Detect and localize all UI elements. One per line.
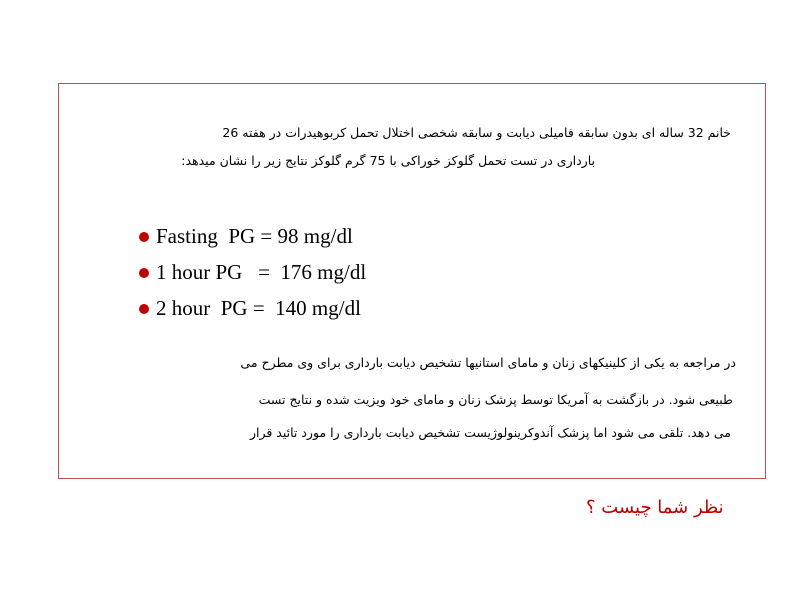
result-2-hour-text: 2 hour PG = 140 mg/dl xyxy=(156,296,361,320)
result-1-hour xyxy=(139,254,366,290)
case-intro-line-1: خانم 32 ساله ای بدون سابقه فامیلی دیابت و سابقه شخصی اختلال تحمل کربوهیدرات در هفته 26 xyxy=(222,125,731,140)
discussion-line-3: می دهد. تلقی می شود اما پزشک آندوکرینولوژیست تشخیص دیابت بارداری را مورد تائید قرار xyxy=(249,425,731,440)
bullet-dot-icon xyxy=(139,268,149,278)
discussion-line-2: طبیعی شود. در بازگشت به آمریکا توسط پزشک زنان و مامای خود ویزیت شده و نتایج تست xyxy=(258,392,733,407)
slide-frame xyxy=(58,83,766,479)
result-1-hour-text: 1 hour PG = 176 mg/dl xyxy=(156,260,367,284)
lab-results-list xyxy=(139,218,366,326)
result-fasting-text: Fasting PG = 98 mg/dl xyxy=(156,224,353,248)
result-2-hour xyxy=(139,290,366,326)
bullet-dot-icon xyxy=(139,232,149,242)
discussion-line-1: در مراجعه به یکی از کلینیکهای زنان و مامای استانیها تشخیص دیابت بارداری برای وی مطرح می xyxy=(240,355,736,370)
case-intro-line-2: بارداری در تست تحمل گلوکز خوراکی با 75 گرم گلوکز نتایج زیر را نشان میدهد: xyxy=(181,153,595,168)
question-text: نظر شما چیست ؟ xyxy=(586,497,724,518)
result-fasting xyxy=(139,218,366,254)
bullet-dot-icon xyxy=(139,304,149,314)
